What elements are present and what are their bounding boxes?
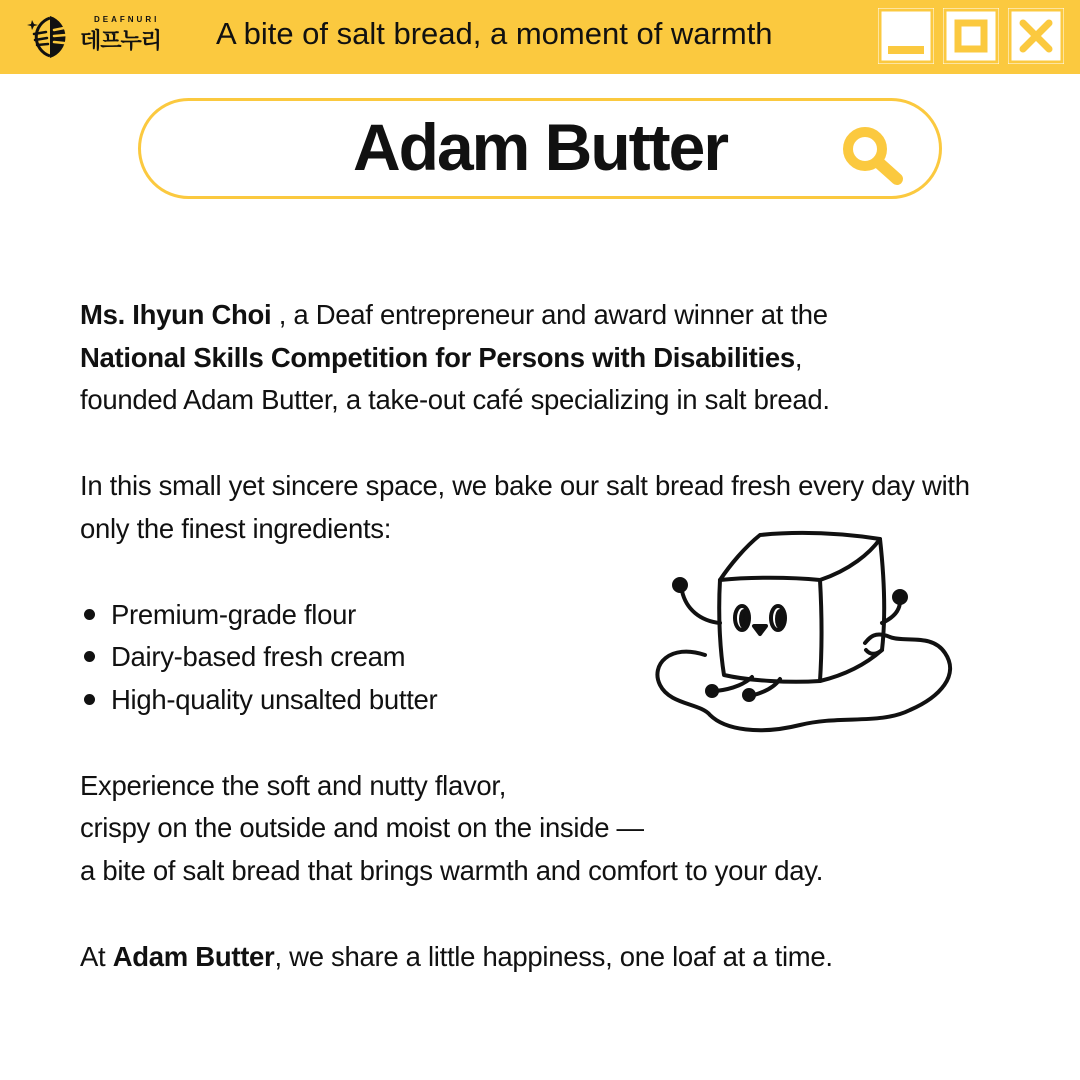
- bullet-icon: [84, 651, 95, 662]
- intro-text-end: founded Adam Butter, a take-out café specializing in salt bread.: [80, 384, 830, 416]
- intro-paragraph: [80, 294, 1020, 422]
- search-icon[interactable]: [841, 125, 905, 187]
- close-icon: [1008, 8, 1064, 64]
- ingredient-label: High-quality unsalted butter: [111, 683, 438, 715]
- hands-logo-icon: [26, 14, 74, 60]
- closing-text-end: , we share a little happiness, one loaf at a time.: [274, 940, 833, 972]
- ingredient-label: Dairy-based fresh cream: [111, 641, 406, 673]
- flavor-paragraph: [80, 765, 1020, 893]
- founder-name: Ms. Ihyun Choi: [80, 299, 272, 330]
- search-query-text: Adam Butter: [352, 110, 728, 184]
- minimize-icon: [878, 8, 934, 64]
- close-button[interactable]: [1008, 8, 1064, 64]
- logo-korean-text: 데프누리: [80, 29, 162, 54]
- flavor-line: Experience the soft and nutty flavor,: [80, 769, 507, 801]
- deafnuri-logo: [26, 12, 176, 62]
- intro-comma: ,: [794, 341, 803, 373]
- title-bar: [0, 0, 1080, 74]
- bullet-icon: [84, 609, 95, 620]
- flavor-line: crispy on the outside and moist on the inside —: [80, 812, 644, 844]
- maximize-icon: [943, 8, 999, 64]
- bullet-icon: [84, 694, 95, 705]
- minimize-button[interactable]: [878, 8, 934, 64]
- search-bar[interactable]: [138, 98, 942, 199]
- closing-text: At: [80, 940, 113, 972]
- intro-text: , a Deaf entrepreneur and award winner at the: [271, 299, 828, 330]
- maximize-button[interactable]: [943, 8, 999, 64]
- header-tagline: A bite of salt bread, a moment of warmth: [216, 16, 773, 51]
- bakery-paragraph: In this small yet sincere space, we bake our salt bread fresh every day with only the finest ingredients:: [80, 470, 970, 544]
- flavor-line: a bite of salt bread that brings warmth and comfort to your day.: [80, 855, 824, 887]
- melting-butter-icon: [650, 525, 960, 740]
- closing-brand: Adam Butter: [112, 940, 275, 972]
- logo-small-text: DEAFNURI: [94, 15, 160, 24]
- closing-paragraph: [80, 936, 1020, 979]
- competition-name: National Skills Competition for Persons with Disabilities: [80, 341, 795, 373]
- ingredient-label: Premium-grade flour: [111, 598, 356, 630]
